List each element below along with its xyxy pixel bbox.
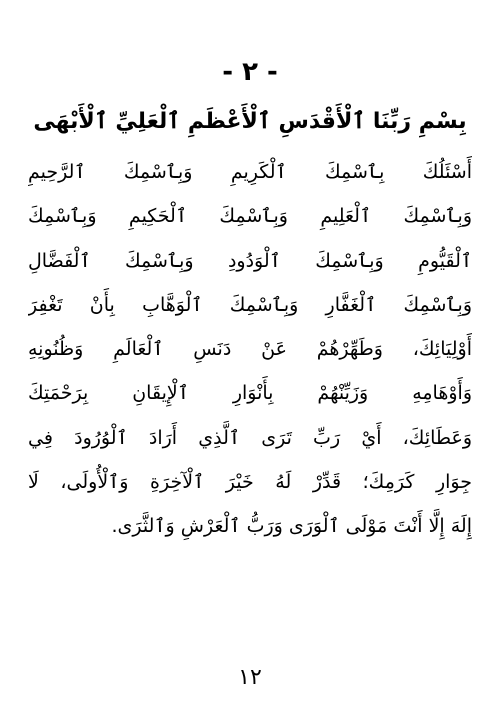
prayer-line: جِوَارِ كَرَمِكَ؛ قَدِّرْ لَهُ خَيْرَ ٱلْآخِرَةِ وَٱلْأُولَى، لَا xyxy=(28,471,472,494)
prayer-line: وَبِٱسْمِكَ ٱلْغَفَّارِ وَبِٱسْمِكَ ٱلْوَهَّابِ بِأَنْ تَغْفِرَ xyxy=(28,293,472,316)
prayer-line: إِلَهَ إِلَّا أَنْتَ مَوْلَى ٱلْوَرَى وَرَبُّ ٱلْعَرْشِ وَٱلثَّرَى. xyxy=(111,515,472,538)
prayer-line: أَسْئَلُكَ بِٱسْمِكَ ٱلْكَرِيمِ وَبِٱسْمِكَ ٱلرَّحِيمِ xyxy=(28,161,472,183)
section-number: - ٢ - xyxy=(222,57,278,87)
prayer-line: وَبِٱسْمِكَ ٱلْعَلِيمِ وَبِٱسْمِكَ ٱلْحَكِيمِ وَبِٱسْمِكَ xyxy=(28,205,472,228)
prayer-text xyxy=(28,150,472,549)
prayer-line: وَعَطَائِكَ، أَيْ رَبِّ تَرَى ٱلَّذِي أَرَادَ ٱلْوُرُودَ فِي xyxy=(28,426,472,449)
page-number: ١٢ xyxy=(238,665,262,690)
invocation-heading: بِسْمِ رَبِّنَا ٱلْأَقْدَسِ ٱلْأَعْظَمِ ٱلْعَلِيِّ ٱلْأَبْهَى xyxy=(33,109,467,134)
prayer-line: أَوْلِيَائِكَ، وَطَهِّرْهُمْ عَنْ دَنَسِ ٱلْعَالَمِ وَظُنُونِهِ xyxy=(28,338,472,361)
prayer-line: وَأَوْهَامِهِ وَزَيِّنْهُمْ بِأَنْوَارِ ٱلْإِيقَانِ بِرَحْمَتِكَ xyxy=(28,382,472,405)
prayer-line: ٱلْقَيُّومِ وَبِٱسْمِكَ ٱلْوَدُودِ وَبِٱسْمِكَ ٱلْفَضَّالِ xyxy=(28,249,472,272)
